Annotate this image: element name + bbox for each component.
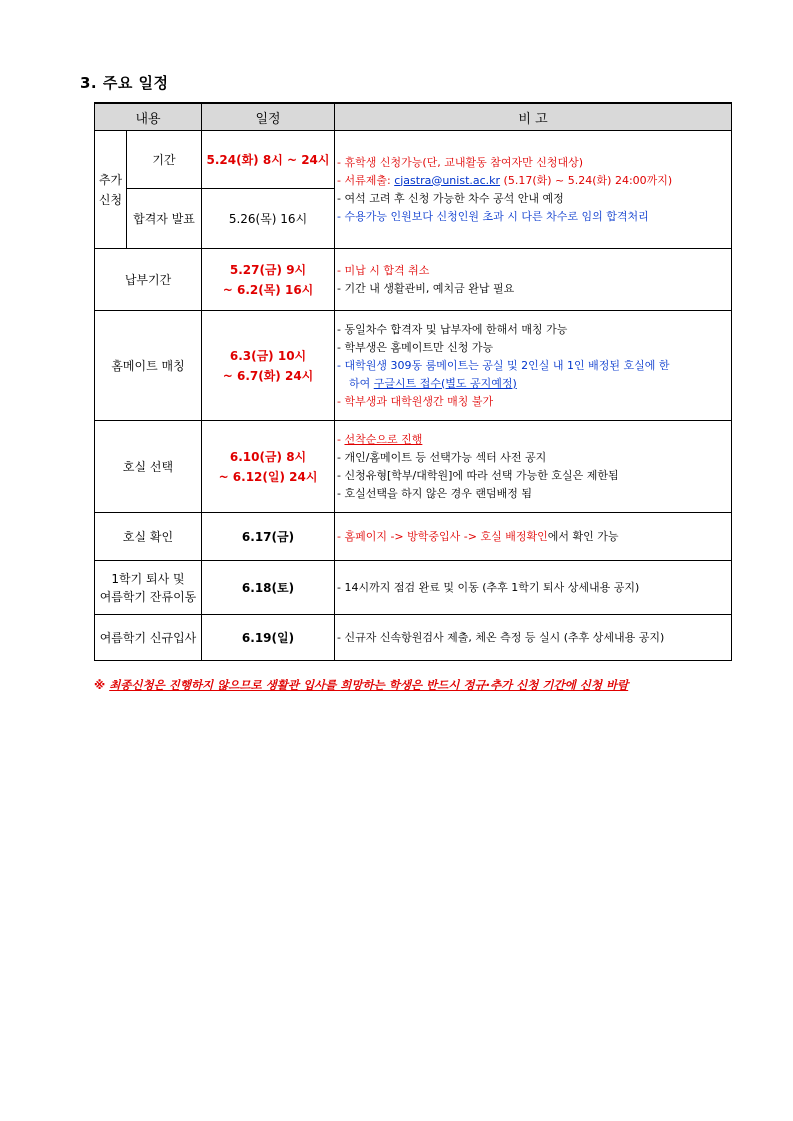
period-label: 기간 — [127, 131, 202, 189]
new-entry-label: 여름학기 신규입사 — [95, 615, 202, 661]
move-label: 1학기 퇴사 및 여름학기 잔류이동 — [95, 561, 202, 615]
additional-group-label: 추가 신청 — [95, 131, 127, 249]
period-date: 5.24(화) 8시 ~ 24시 — [202, 131, 335, 189]
roommate-date: 6.3(금) 10시 ~ 6.7(화) 24시 — [202, 311, 335, 421]
table-row — [95, 131, 732, 189]
table-row — [95, 421, 732, 513]
email-link[interactable]: cjastra@unist.ac.kr — [394, 173, 501, 187]
footnote-text: 최종신청은 진행하지 않으므로 생활관 입사를 희망하는 학생은 반드시 정규·추가 신청 기간에 신청 바람 — [109, 678, 629, 692]
room-confirm-label: 호실 확인 — [95, 513, 202, 561]
header-remarks: 비 고 — [335, 103, 732, 131]
room-select-notes: - 선착순으로 진행 - 개인/홈메이트 등 선택가능 섹터 사전 공지 - 신청유형[학부/대학원]에 따라 선택 가능한 호실은 제한됨 - 호실선택을 하지 않은 경우 랜덤배정 됨 — [335, 421, 732, 513]
roommate-notes: - 동일차수 합격자 및 납부자에 한해서 매칭 가능 - 학부생은 홈메이트만 신청 가능 - 대학원생 309동 룸메이트는 공실 및 2인실 내 1인 배정된 호실에 한 하여 구글시트 접수(별도 공지예정) - 학부생과 대학원생간 매칭 불가 — [335, 311, 732, 421]
room-confirm-notes: - 홈페이지 -> 방학중입사 -> 호실 배정확인에서 확인 가능 — [335, 513, 732, 561]
payment-date: 5.27(금) 9시 ~ 6.2(목) 16시 — [202, 249, 335, 311]
payment-notes: - 미납 시 합격 취소 - 기간 내 생활관비, 예치금 완납 필요 — [335, 249, 732, 311]
room-select-label: 호실 선택 — [95, 421, 202, 513]
header-row — [95, 103, 732, 131]
new-entry-date: 6.19(일) — [202, 615, 335, 661]
move-date: 6.18(토) — [202, 561, 335, 615]
footnote-mark: ※ — [94, 678, 110, 692]
payment-label: 납부기간 — [95, 249, 202, 311]
page-title: 3. 주요 일정 — [80, 74, 169, 92]
move-notes: - 14시까지 점검 완료 및 이동 (추후 1학기 퇴사 상세내용 공지) — [335, 561, 732, 615]
result-label: 합격자 발표 — [127, 189, 202, 249]
header-schedule: 일정 — [202, 103, 335, 131]
room-confirm-date: 6.17(금) — [202, 513, 335, 561]
table-row — [95, 249, 732, 311]
table-row — [95, 513, 732, 561]
new-entry-notes: - 신규자 신속항원검사 제출, 체온 측정 등 실시 (추후 상세내용 공지) — [335, 615, 732, 661]
result-date: 5.26(목) 16시 — [202, 189, 335, 249]
table-row — [95, 311, 732, 421]
additional-notes: - 휴학생 신청가능(단, 교내활동 참여자만 신청대상) - 서류제출: cjastra@unist.ac.kr (5.17(화) ~ 5.24(화) 24:00까지) - 여석 고려 후 신청 가능한 차수 공석 안내 예정 - 수용가능 인원보다 신청인원 초과 시 다른 차수로 임의 합격처리 — [335, 131, 732, 249]
table-row — [95, 615, 732, 661]
schedule-table — [94, 102, 732, 661]
room-select-date: 6.10(금) 8시 ~ 6.12(일) 24시 — [202, 421, 335, 513]
header-content: 내용 — [95, 103, 202, 131]
table-row — [95, 561, 732, 615]
roommate-label: 홈메이트 매칭 — [95, 311, 202, 421]
footnote — [94, 677, 628, 693]
